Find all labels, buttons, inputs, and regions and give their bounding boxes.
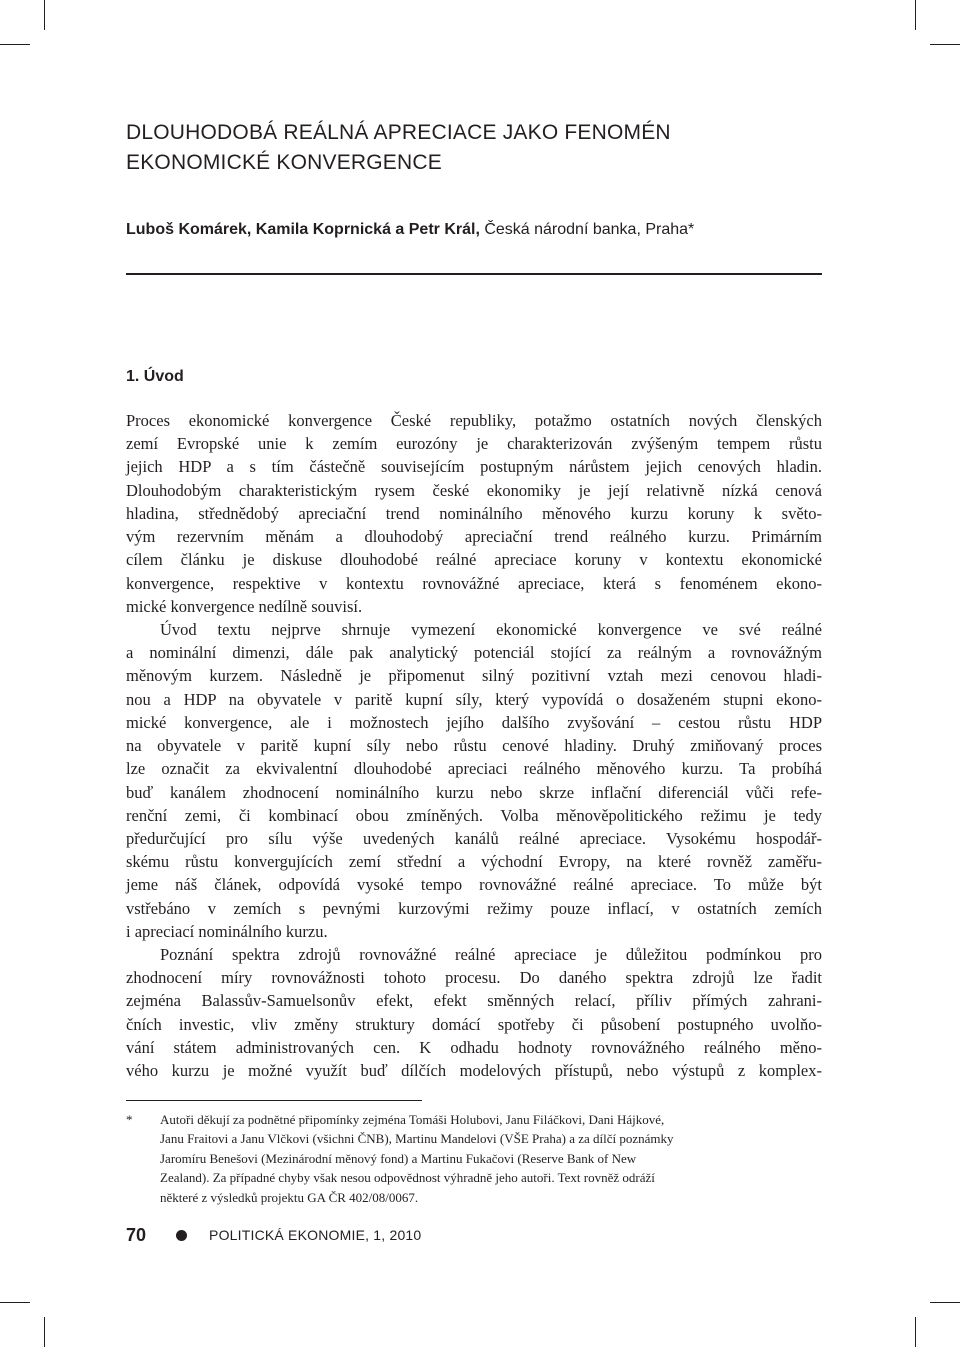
text-line: lze označit za ekvivalentní dlouhodobé apreciaci reálného měnového kurzu. Ta probíhá (126, 759, 822, 779)
author-line (126, 219, 694, 241)
crop-mark (930, 44, 960, 45)
text-line: cílem článku je diskuse dlouhodobé reálné apreciace koruny v kontextu ekonomické (126, 550, 822, 570)
author-names: Luboš Komárek, Kamila Koprnická a Petr Král, (126, 221, 480, 238)
text-line: Úvod textu nejprve shrnuje vymezení ekonomické konvergence ve své reálné (160, 619, 822, 639)
crop-mark (0, 44, 30, 45)
author-affiliation: Česká národní banka, Praha* (479, 221, 695, 238)
footnote-line: Janu Fraitovi a Janu Vlčkovi (všichni ČNB), Martinu Mandelovi (VŠE Praha) a za dílčí poznámky (160, 1131, 674, 1147)
journal-name: POLITICKÁ EKONOMIE, 1, 2010 (209, 1227, 422, 1243)
body-text (126, 409, 822, 1082)
text-line: předurčující pro sílu výše uvedených kanálů reálné apreciace. Vysokému hospodář- (126, 828, 822, 848)
crop-mark (930, 1302, 960, 1303)
text-line: buď kanálem zhodnocení nominálního kurzu nebo skrze inflační diferenciál vůči refe- (126, 782, 822, 802)
text-line: vstřebáno v zemích s pevnými kurzovými režimy pouze inflací, v ostatních zemích (126, 898, 822, 918)
title-divider (126, 273, 822, 275)
text-line: mické konvergence nedílně souvisí. (126, 596, 363, 616)
title-line: EKONOMICKÉ KONVERGENCE (126, 151, 442, 174)
text-line: Dlouhodobým charakteristickým rysem české ekonomiky je její relativně nízká cenová (126, 480, 822, 500)
footnote-line: Autoři děkují za podnětné připomínky zejména Tomáši Holubovi, Janu Filáčkovi, Dani Hájkové, (160, 1112, 665, 1127)
section-heading: 1. Úvod (126, 368, 184, 385)
title-line: DLOUHODOBÁ REÁLNÁ APRECIACE JAKO FENOMÉN (126, 121, 671, 144)
text-line: renční zemi, či kombinací obou zmíněných. Volba měnověpolitického režimu je tedy (126, 805, 822, 825)
page-number: 70 (126, 1224, 147, 1245)
page-footer (126, 1222, 421, 1248)
footnote-line: některé z výsledků projektu GA ČR 402/08/0067. (160, 1189, 419, 1205)
footnote-marker: * (126, 1112, 133, 1127)
text-line: jeme náš článek, odpovídá vysoké tempo rovnovážné reálné apreciace. To může být (126, 875, 822, 895)
text-line: čních investic, vliv změny struktury domácí spotřeby či působení postupného uvolňo- (126, 1014, 822, 1034)
text-line: vým rezervním měnám a dlouhodobý apreciační trend reálného kurzu. Primárním (126, 527, 822, 547)
text-line: i apreciací nominálního kurzu. (126, 921, 328, 941)
bullet-icon (176, 1230, 187, 1241)
text-line: skému růstu konvergujících zemí střední a východní Evropy, na které rovněž zaměřu- (126, 852, 822, 872)
text-line: měnovým kurzem. Následně je připomenut silný pozitivní vztah mezi cenovou hladi- (126, 666, 822, 686)
text-line: vého kurzu je možné využít buď dílčích modelových přístupů, nebo výstupů z komplex- (126, 1061, 822, 1081)
crop-mark (915, 0, 916, 30)
article-title (126, 118, 826, 178)
text-line: Poznání spektra zdrojů rovnovážné reálné apreciace je důležitou podmínkou pro (160, 945, 822, 965)
text-line: zhodnocení míry rovnovážnosti tohoto procesu. Do daného spektra zdrojů lze řadit (126, 968, 822, 988)
text-line: mické konvergence, ale i možnostech jejího dalšího zvyšování – cestou růstu HDP (126, 712, 822, 732)
text-line: jejich HDP a s tím částečně souvisejícím postupným nárůstem jejich cenových hladin. (126, 457, 822, 477)
footnote-text (160, 1110, 822, 1207)
footnote-line: Zealand). Za případné chyby však nesou odpovědnost výhradně jeho autoři. Text rovněž odráží (160, 1170, 655, 1186)
footnote-line: Jaromíru Benešovi (Mezinárodní měnový fond) a Martinu Fukačovi (Reserve Bank of New (160, 1150, 637, 1166)
crop-mark (0, 1302, 30, 1303)
crop-mark (44, 0, 45, 30)
text-line: Proces ekonomické konvergence České republiky, potažmo ostatních nových členských (126, 411, 822, 430)
text-line: konvergence, respektive v kontextu rovnovážné apreciace, která s fenoménem ekono- (126, 573, 822, 593)
text-line: na obyvatele v paritě kupní síly nebo růstu cenové hladiny. Druhý zmiňovaný proces (126, 736, 822, 756)
crop-mark (44, 1317, 45, 1347)
text-line: hladina, střednědobý apreciační trend nominálního měnového kurzu koruny k světo- (126, 503, 822, 523)
text-line: nou a HDP na obyvatele v paritě kupní síly, který vypovídá o dosaženém stupni ekono- (126, 689, 822, 709)
text-line: zemí Evropské unie k zemím eurozóny je charakterizován zvýšeným tempem růstu (126, 434, 822, 454)
text-line: a nominální dimenzi, dále pak analytický potenciál stojící za reálným a rovnovážným (126, 643, 822, 663)
footnote-divider (126, 1100, 422, 1101)
crop-mark (915, 1317, 916, 1347)
text-line: vání státem administrovaných cen. K odhadu hodnoty rovnovážného reálného měno- (126, 1037, 822, 1057)
text-line: zejména Balassův-Samuelsonův efekt, efekt směnných relací, příliv přímých zahrani- (126, 991, 822, 1011)
